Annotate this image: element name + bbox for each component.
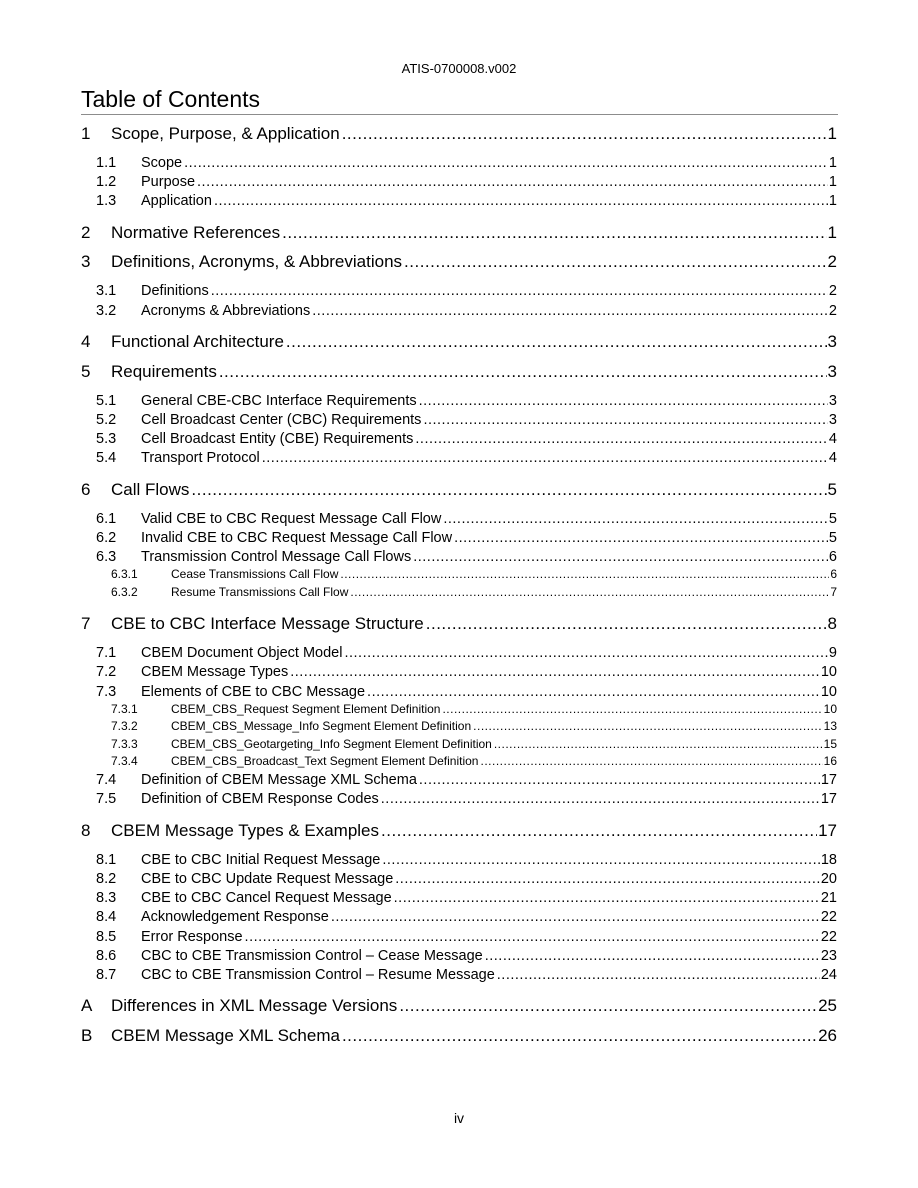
toc-entry-level-1[interactable] bbox=[81, 362, 837, 382]
toc-entry-title: Definitions bbox=[141, 283, 209, 300]
toc-leader-dots bbox=[454, 531, 828, 546]
toc-entry-page: 8 bbox=[827, 614, 837, 634]
toc-leader-dots bbox=[443, 512, 828, 527]
toc-entry-level-1[interactable] bbox=[81, 252, 837, 272]
toc-leader-dots bbox=[473, 720, 822, 732]
toc-entry-page: 6 bbox=[830, 567, 837, 582]
toc-entry-page: 2 bbox=[828, 283, 837, 300]
toc-entry-page: 4 bbox=[828, 450, 837, 467]
toc-entry-title: Elements of CBE to CBC Message bbox=[141, 683, 366, 700]
toc-entry-page: 5 bbox=[827, 479, 837, 499]
toc-entry-level-2[interactable] bbox=[96, 303, 837, 319]
toc-entry-page: 17 bbox=[820, 772, 837, 788]
toc-entry-level-2[interactable] bbox=[96, 155, 837, 171]
toc-entry-title: CBE to CBC Initial Request Message bbox=[141, 851, 381, 868]
toc-entry-page: 20 bbox=[820, 870, 837, 887]
toc-entry-number: 6 bbox=[81, 479, 91, 499]
toc-entry-page: 5 bbox=[828, 510, 837, 527]
toc-entry-page: 1 bbox=[827, 124, 837, 143]
toc-entry-title: CBEM Message XML Schema bbox=[111, 1025, 340, 1045]
toc-entry-number: 1.1 bbox=[96, 155, 117, 171]
toc-entry-title: CBEM_CBS_Broadcast_Text Segment Element Definition bbox=[171, 754, 479, 768]
toc-entry-page: 22 bbox=[820, 928, 837, 945]
toc-leader-dots bbox=[497, 968, 820, 983]
toc-leader-dots bbox=[342, 1027, 817, 1044]
toc-entry-title: Functional Architecture bbox=[111, 332, 284, 352]
toc-leader-dots bbox=[312, 304, 828, 319]
toc-entry-level-2[interactable] bbox=[96, 664, 837, 680]
toc-entry-page: 13 bbox=[823, 719, 837, 733]
toc-leader-dots bbox=[485, 949, 820, 964]
toc-entry-level-1[interactable] bbox=[81, 821, 837, 841]
toc-leader-dots bbox=[381, 792, 820, 807]
toc-entry-page: 22 bbox=[820, 909, 837, 926]
toc-entry-title: Cell Broadcast Entity (CBE) Requirements bbox=[141, 431, 414, 447]
toc-entry-level-2[interactable] bbox=[96, 412, 837, 428]
toc-entry-number: 6.3 bbox=[96, 549, 117, 566]
toc-entry-title: Transmission Control Message Call Flows bbox=[141, 549, 412, 566]
toc-leader-dots bbox=[331, 910, 820, 925]
toc-leader-dots bbox=[184, 156, 828, 171]
toc-entry-number: 1.3 bbox=[96, 193, 117, 210]
toc-entry-level-2[interactable] bbox=[96, 772, 837, 788]
toc-entry-title: Scope, Purpose, & Application bbox=[111, 124, 340, 143]
toc-entry-number: 8.7 bbox=[96, 966, 117, 983]
toc-entry-level-1[interactable] bbox=[81, 480, 837, 500]
toc-entry-level-2[interactable] bbox=[96, 174, 837, 190]
toc-entry-level-2[interactable] bbox=[96, 530, 837, 546]
toc-entry-number: 1 bbox=[81, 124, 91, 143]
toc-entry-page: 10 bbox=[820, 664, 837, 681]
toc-entry-level-1[interactable] bbox=[81, 996, 837, 1016]
toc-entry-number: 8.3 bbox=[96, 890, 117, 907]
toc-leader-dots bbox=[381, 822, 817, 839]
toc-entry-title: Application bbox=[141, 193, 212, 210]
toc-entry-number: 7.1 bbox=[96, 645, 117, 662]
toc-entry-number: 8 bbox=[81, 820, 91, 840]
toc-leader-dots bbox=[480, 755, 822, 767]
toc-entry-page: 2 bbox=[827, 252, 837, 272]
toc-entry-level-2[interactable] bbox=[96, 852, 837, 868]
toc-entry-title: General CBE-CBC Interface Requirements bbox=[141, 392, 417, 409]
toc-entry-title: Definition of CBEM Response Codes bbox=[141, 791, 379, 808]
toc-entry-number: 8.6 bbox=[96, 947, 117, 964]
toc-entry-number: 5.2 bbox=[96, 411, 117, 428]
toc-entry-page: 18 bbox=[820, 851, 837, 868]
toc-entry-level-3[interactable] bbox=[111, 719, 837, 733]
toc-entry-level-2[interactable] bbox=[96, 791, 837, 807]
toc-entry-level-3[interactable] bbox=[111, 754, 837, 768]
toc-entry-number: 3.1 bbox=[96, 283, 117, 300]
toc-entry-title: Invalid CBE to CBC Request Message Call Flow bbox=[141, 529, 453, 546]
toc-entry-number: 6.3.2 bbox=[111, 584, 138, 599]
toc-entry-page: 3 bbox=[827, 332, 837, 352]
toc-leader-dots bbox=[399, 997, 817, 1014]
toc-leader-dots bbox=[191, 481, 826, 498]
toc-entry-page: 2 bbox=[828, 302, 837, 319]
toc-entry-title: Scope bbox=[141, 155, 183, 171]
toc-entry-page: 1 bbox=[828, 174, 837, 191]
toc-entry-level-2[interactable] bbox=[96, 393, 837, 409]
toc-entry-number: 6.1 bbox=[96, 510, 117, 527]
toc-entry-level-3[interactable] bbox=[111, 702, 837, 716]
toc-entry-title: CBC to CBE Transmission Control – Cease Message bbox=[141, 947, 483, 964]
toc-entry-level-1[interactable] bbox=[81, 124, 837, 144]
toc-entry-title: Transport Protocol bbox=[141, 450, 260, 467]
toc-entry-title: CBEM_CBS_Request Segment Element Definition bbox=[171, 701, 441, 716]
toc-leader-dots bbox=[367, 685, 820, 700]
toc-leader-dots bbox=[219, 363, 827, 380]
toc-entry-number: 6.2 bbox=[96, 529, 117, 546]
toc-entry-page: 15 bbox=[823, 736, 837, 751]
toc-entry-level-1[interactable] bbox=[81, 614, 837, 634]
toc-leader-dots bbox=[413, 550, 828, 565]
toc-entry-level-2[interactable] bbox=[96, 511, 837, 527]
toc-leader-dots bbox=[419, 773, 820, 788]
toc-entry-level-2[interactable] bbox=[96, 909, 837, 925]
page-title: Table of Contents bbox=[81, 86, 261, 112]
toc-entry-number: 7.3.2 bbox=[111, 719, 138, 733]
toc-entry-title: Cell Broadcast Center (CBC) Requirements bbox=[141, 411, 422, 428]
toc-entry-level-2[interactable] bbox=[96, 890, 837, 906]
toc-entry-page: 3 bbox=[828, 411, 837, 428]
toc-entry-page: 1 bbox=[827, 222, 837, 242]
toc-entry-level-2[interactable] bbox=[96, 871, 837, 887]
toc-entry-title: CBE to CBC Update Request Message bbox=[141, 870, 394, 887]
toc-entry-number: 4 bbox=[81, 332, 91, 352]
toc-entry-number: 5.1 bbox=[96, 392, 117, 409]
toc-entry-page: 25 bbox=[818, 996, 837, 1016]
toc-leader-dots bbox=[282, 224, 826, 241]
toc-leader-dots bbox=[404, 253, 827, 270]
toc-entry-title: Requirements bbox=[111, 361, 217, 381]
toc-entry-level-2[interactable] bbox=[96, 684, 837, 700]
toc-entry-level-3[interactable] bbox=[111, 567, 837, 581]
toc-entry-page: 23 bbox=[820, 947, 837, 964]
toc-entry-number: 7.3.4 bbox=[111, 754, 138, 768]
toc-entry-title: Purpose bbox=[141, 174, 196, 191]
toc-entry-title: Call Flows bbox=[111, 479, 190, 499]
toc-entry-level-2[interactable] bbox=[96, 431, 837, 447]
toc-entry-title: CBEM Document Object Model bbox=[141, 645, 343, 662]
toc-entry-title: CBEM_CBS_Geotargeting_Info Segment Element Definition bbox=[171, 736, 492, 751]
toc-entry-number: 8.5 bbox=[96, 928, 117, 945]
toc-entry-number: 2 bbox=[81, 222, 91, 242]
toc-entry-title: Definition of CBEM Message XML Schema bbox=[141, 772, 417, 788]
toc-entry-number: 8.2 bbox=[96, 870, 117, 887]
toc-entry-level-2[interactable] bbox=[96, 948, 837, 964]
toc-entry-page: 10 bbox=[820, 683, 837, 700]
toc-leader-dots bbox=[245, 930, 820, 945]
toc-entry-title: Acknowledgement Response bbox=[141, 909, 329, 926]
toc-entry-number: 7.2 bbox=[96, 664, 117, 681]
toc-entry-number: 7.4 bbox=[96, 772, 117, 788]
toc-entry-level-2[interactable] bbox=[96, 645, 837, 661]
toc-entry-title: Acronyms & Abbreviations bbox=[141, 302, 311, 319]
toc-leader-dots bbox=[214, 194, 828, 209]
toc-leader-dots bbox=[344, 646, 827, 661]
toc-leader-dots bbox=[211, 284, 828, 299]
toc-entry-title: Valid CBE to CBC Request Message Call Flow bbox=[141, 510, 442, 527]
toc-entry-number: 1.2 bbox=[96, 174, 117, 191]
toc-entry-level-2[interactable] bbox=[96, 929, 837, 945]
toc-entry-title: CBE to CBC Cancel Request Message bbox=[141, 890, 392, 907]
toc-entry-title: CBE to CBC Interface Message Structure bbox=[111, 614, 424, 634]
toc-entry-number: 5.4 bbox=[96, 450, 117, 467]
toc-entry-number: 7.5 bbox=[96, 791, 117, 808]
toc-entry-number: 5 bbox=[81, 361, 91, 381]
toc-leader-dots bbox=[394, 891, 820, 906]
toc-entry-page: 5 bbox=[828, 529, 837, 546]
toc-entry-level-2[interactable] bbox=[96, 967, 837, 983]
toc-entry-level-3[interactable] bbox=[111, 737, 837, 751]
toc-leader-dots bbox=[340, 568, 829, 580]
toc-entry-number: 8.1 bbox=[96, 851, 117, 868]
toc-leader-dots bbox=[290, 665, 820, 680]
toc-entry-title: CBEM Message Types & Examples bbox=[111, 820, 380, 840]
toc-entry-title: CBEM_CBS_Message_Info Segment Element Definition bbox=[171, 719, 472, 733]
toc-entry-level-1[interactable] bbox=[81, 332, 837, 352]
toc-entry-number: 7.3 bbox=[96, 683, 117, 700]
toc-entry-page: 3 bbox=[828, 392, 837, 409]
toc-leader-dots bbox=[342, 125, 827, 142]
toc-leader-dots bbox=[395, 872, 820, 887]
toc-entry-number: 5.3 bbox=[96, 431, 117, 447]
toc-leader-dots bbox=[419, 394, 828, 409]
toc-leader-dots bbox=[415, 432, 828, 447]
toc-entry-page: 10 bbox=[823, 701, 837, 716]
toc-entry-level-2[interactable] bbox=[96, 283, 837, 299]
toc-leader-dots bbox=[197, 175, 828, 190]
toc-entry-number: 3.2 bbox=[96, 302, 117, 319]
toc-entry-number: B bbox=[81, 1025, 93, 1045]
toc-entry-page: 1 bbox=[828, 155, 837, 171]
toc-entry-number: 7.3.3 bbox=[111, 736, 138, 751]
toc-entry-title: CBC to CBE Transmission Control – Resume Message bbox=[141, 966, 495, 983]
toc-entry-level-2[interactable] bbox=[96, 193, 837, 209]
toc-entry-number: 8.4 bbox=[96, 909, 117, 926]
toc-entry-number: 7 bbox=[81, 614, 91, 634]
toc-entry-page: 21 bbox=[820, 890, 837, 907]
toc-leader-dots bbox=[350, 586, 829, 598]
toc-entry-page: 7 bbox=[830, 584, 837, 599]
toc-entry-number: A bbox=[81, 996, 93, 1016]
toc-entry-title: Error Response bbox=[141, 928, 243, 945]
document-id-header: ATIS-0700008.v002 bbox=[401, 61, 517, 76]
toc-entry-page: 1 bbox=[828, 193, 837, 210]
toc-entry-page: 17 bbox=[820, 791, 837, 808]
toc-leader-dots bbox=[423, 413, 827, 428]
toc-leader-dots bbox=[426, 615, 827, 632]
toc-leader-dots bbox=[382, 853, 820, 868]
toc-entry-level-1[interactable] bbox=[81, 1026, 837, 1046]
toc-entry-level-1[interactable] bbox=[81, 223, 837, 243]
toc-leader-dots bbox=[442, 703, 822, 715]
toc-entry-title: Resume Transmissions Call Flow bbox=[171, 584, 349, 599]
toc-entry-page: 4 bbox=[828, 431, 837, 447]
toc-leader-dots bbox=[286, 333, 827, 350]
toc-entry-title: Definitions, Acronyms, & Abbreviations bbox=[111, 252, 403, 272]
toc-entry-title: Cease Transmissions Call Flow bbox=[171, 567, 339, 582]
toc-entry-level-3[interactable] bbox=[111, 585, 837, 599]
toc-entry-page: 24 bbox=[820, 966, 837, 983]
toc-entry-number: 7.3.1 bbox=[111, 701, 138, 716]
toc-entry-level-2[interactable] bbox=[96, 450, 837, 466]
toc-entry-page: 3 bbox=[827, 361, 837, 381]
toc-leader-dots bbox=[262, 451, 828, 466]
toc-entry-page: 26 bbox=[818, 1025, 837, 1045]
toc-entry-number: 3 bbox=[81, 252, 91, 272]
toc-entry-title: Normative References bbox=[111, 222, 281, 242]
toc-entry-page: 6 bbox=[828, 549, 837, 566]
toc-entry-page: 17 bbox=[818, 820, 837, 840]
toc-entry-level-2[interactable] bbox=[96, 549, 837, 565]
page-number-footer: iv bbox=[453, 1110, 465, 1126]
toc-leader-dots bbox=[494, 738, 823, 750]
toc-entry-title: Differences in XML Message Versions bbox=[111, 996, 398, 1016]
toc-entry-number: 6.3.1 bbox=[111, 567, 138, 582]
toc-entry-title: CBEM Message Types bbox=[141, 664, 289, 681]
toc-entry-page: 16 bbox=[823, 754, 837, 768]
toc-entry-page: 9 bbox=[828, 645, 837, 662]
